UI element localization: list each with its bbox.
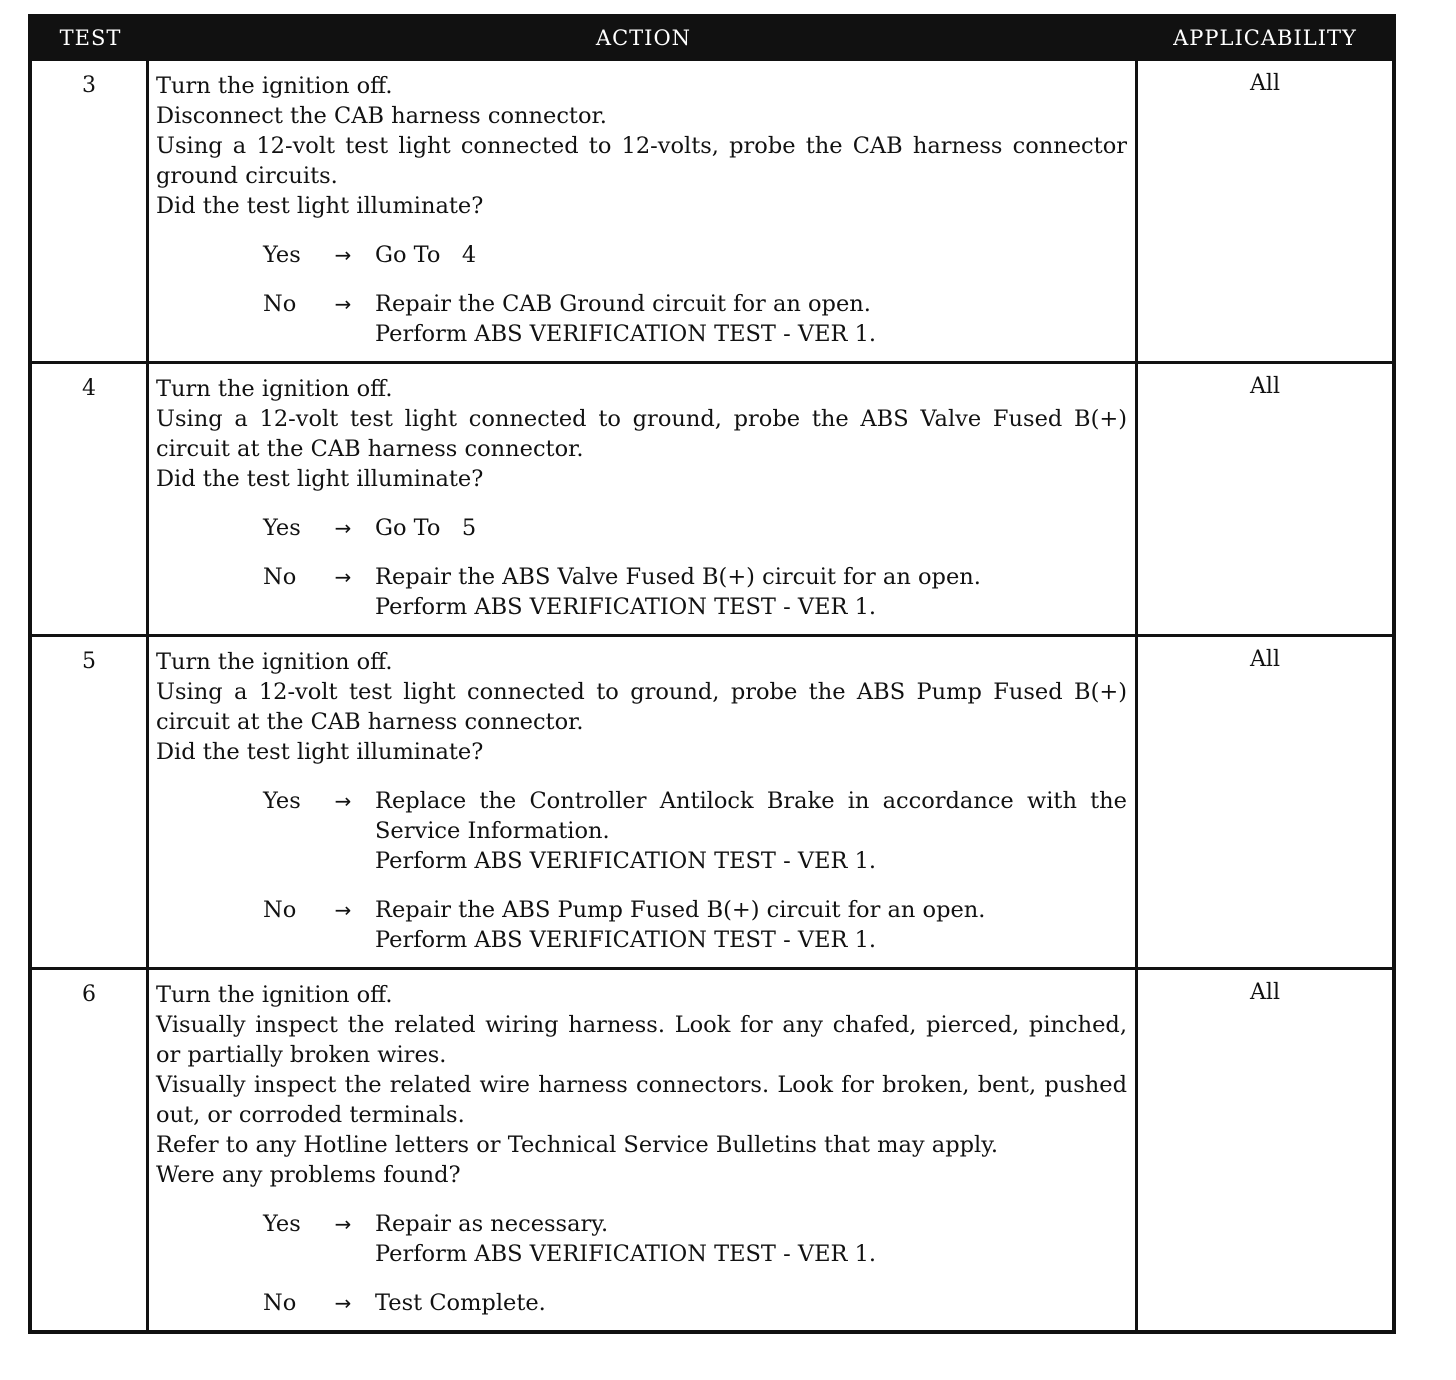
header-action: ACTION (595, 26, 692, 50)
outcome-yes (156, 240, 1127, 270)
outcome-no (156, 289, 1127, 349)
test-number: 6 (32, 970, 149, 1330)
action-step: Turn the ignition off. (156, 73, 393, 99)
action-step: Turn the ignition off. (156, 376, 393, 402)
applicability-value: All (1250, 980, 1280, 1005)
action-step: Did the test light illuminate? (156, 739, 484, 765)
outcome-body (375, 289, 1127, 349)
outcome-body (375, 1209, 1127, 1269)
outcome-no (156, 1288, 1127, 1318)
action-step: Visually inspect the related wire harness connectors. Look for broken, bent, pushed out, or corroded terminals. (156, 1072, 1127, 1128)
outcome-body (375, 562, 1127, 622)
outcome-label: Yes (263, 1211, 301, 1237)
action-step: Disconnect the CAB harness connector. (156, 103, 607, 129)
table-row (32, 361, 1392, 634)
outcome-label: Yes (263, 242, 301, 268)
outcome-line: Perform ABS VERIFICATION TEST - VER 1. (375, 321, 877, 347)
outcome-line: Perform ABS VERIFICATION TEST - VER 1. (375, 1241, 877, 1267)
outcome-label: No (263, 564, 297, 590)
test-number: 3 (32, 61, 149, 361)
outcome-label: Yes (263, 788, 301, 814)
action-cell (149, 61, 1138, 361)
action-cell (149, 970, 1138, 1330)
outcome-line: Perform ABS VERIFICATION TEST - VER 1. (375, 594, 877, 620)
header-test: TEST (59, 26, 122, 50)
action-step: Did the test light illuminate? (156, 466, 484, 492)
outcome-line: Repair the ABS Valve Fused B(+) circuit for an open. (375, 564, 981, 590)
outcome-line: Repair the ABS Pump Fused B(+) circuit for an open. (375, 897, 986, 923)
right-arrow-icon: → (334, 789, 352, 813)
outcome-line: Replace the Controller Antilock Brake in accordance with the Service Information. (375, 788, 1127, 844)
right-arrow-icon: → (334, 1291, 352, 1315)
outcome-line: Repair the CAB Ground circuit for an open. (375, 291, 871, 317)
outcome-body (375, 895, 1127, 955)
outcome-no (156, 562, 1127, 622)
outcome-body (375, 1288, 1127, 1318)
outcome-line: Test Complete. (375, 1290, 546, 1316)
action-step: Turn the ignition off. (156, 982, 393, 1008)
right-arrow-icon: → (334, 516, 352, 540)
action-cell (149, 637, 1138, 967)
action-step: Did the test light illuminate? (156, 193, 484, 219)
outcome-body (375, 513, 1127, 543)
right-arrow-icon: → (334, 292, 352, 316)
right-arrow-icon: → (334, 1212, 352, 1236)
outcome-line: Perform ABS VERIFICATION TEST - VER 1. (375, 848, 877, 874)
table-row (32, 967, 1392, 1330)
outcome-label: No (263, 1290, 297, 1316)
table-header (32, 18, 1392, 58)
action-step: Turn the ignition off. (156, 649, 393, 675)
outcome-label: No (263, 897, 297, 923)
action-step: Were any problems found? (156, 1162, 461, 1188)
outcome-label: No (263, 291, 297, 317)
action-step: Using a 12-volt test light connected to ground, probe the ABS Pump Fused B(+) circuit at the CAB harness connector. (156, 679, 1127, 735)
action-step: Using a 12-volt test light connected to 12-volts, probe the CAB harness connector ground circuits. (156, 133, 1127, 189)
outcome-line: Repair as necessary. (375, 1211, 609, 1237)
outcome-line: Perform ABS VERIFICATION TEST - VER 1. (375, 927, 877, 953)
right-arrow-icon: → (334, 898, 352, 922)
action-step: Refer to any Hotline letters or Technical Service Bulletins that may apply. (156, 1132, 999, 1158)
applicability-value: All (1250, 374, 1280, 399)
outcome-line: Go To 4 (375, 242, 477, 268)
applicability-value: All (1250, 647, 1280, 672)
header-applicability: APPLICABILITY (1173, 26, 1357, 50)
outcome-line: Go To 5 (375, 515, 477, 541)
diagnostic-test-table (28, 14, 1396, 1334)
right-arrow-icon: → (334, 243, 352, 267)
outcome-label: Yes (263, 515, 301, 541)
outcome-body (375, 240, 1127, 270)
outcome-body (375, 786, 1127, 876)
outcome-no (156, 895, 1127, 955)
action-step: Visually inspect the related wiring harness. Look for any chafed, pierced, pinched, or partially broken wires. (156, 1012, 1127, 1068)
action-step: Using a 12-volt test light connected to ground, probe the ABS Valve Fused B(+) circuit at the CAB harness connector. (156, 406, 1127, 462)
right-arrow-icon: → (334, 565, 352, 589)
outcome-yes (156, 786, 1127, 876)
table-row (32, 634, 1392, 967)
outcome-yes (156, 513, 1127, 543)
test-number: 5 (32, 637, 149, 967)
test-number: 4 (32, 364, 149, 634)
applicability-value: All (1250, 71, 1280, 96)
table-row (32, 58, 1392, 361)
action-cell (149, 364, 1138, 634)
outcome-yes (156, 1209, 1127, 1269)
